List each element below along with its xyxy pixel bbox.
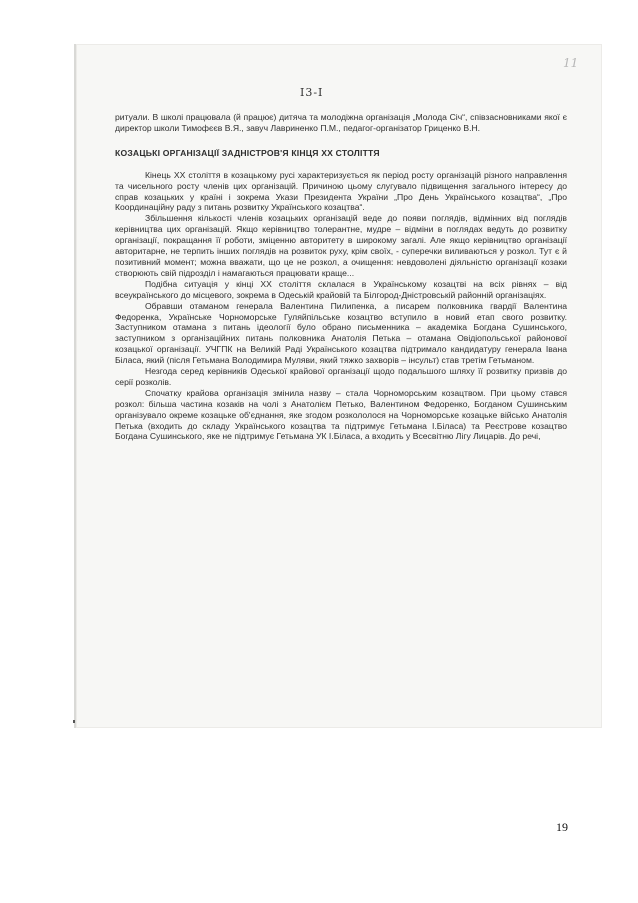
handwritten-corner-number: 11 [563,56,579,70]
paragraph: Незгода серед керівників Одеської крайової організації щодо подальшого шляху її розвитку призвів до серії розколів. [115,366,567,387]
section-heading: КОЗАЦЬКІ ОРГАНІЗАЦІЇ ЗАДНІСТРОВ'Я КІНЦЯ ХХ СТОЛІТТЯ [115,147,380,158]
paragraph-intro: ритуали. В школі працювала (й працює) дитяча та молодіжна організація „Молода Січ“, співзасновниками якої є директор школи Тимофєєв В.Я., завуч Лавриненко П.М., педагог-організатор Гриценко В.Н. [115,112,567,133]
paragraph: Збільшення кількості членів козацьких організацій веде до появи поглядів, відмінних від поглядів керівництва цих організацій. Якщо керівництво толерантне, мудре – відміни в поглядах ведуть до розвитку організації, покращання її роботи, зміценню авторитету в широкому загалі. Але якщо керівництво організації авторитарне, не терпить інших поглядів на розвиток руху, крім своїх, - суперечки виливаються у розкол. Тут є й позитивний момент; можна вважати, що це не розкол, а очищення: невдоволені діяльністю організації козаки створюють свій підрозділ і намагаються працювати краще... [115,213,567,278]
handwritten-page-note: I3-I [300,86,324,99]
scan-edge [74,44,76,728]
page-number: 19 [556,820,568,834]
scan-artifact [73,720,75,723]
paragraph: Кінець ХХ століття в козацькому русі характеризується як період росту організацій різного направлення та чисельного росту членів цих організацій. Причиною цьому слугувало підвищення загального інтересу до справ козацьких у країні і зокрема Укази Президента України „Про День Українського козацтва“, „Про Координаційну раду з питань розвитку Українського козацтва“. [115,169,567,213]
paragraph: Подібна ситуація у кінці ХХ століття склалася в Українському козацтві на всіх рівнях – від всеукраїнського до місцевого, зокрема в Одеській крайовій та Білгород-Дністровській районній організаціях. [115,278,567,300]
paragraph: Спочатку крайова організація змінила назву – стала Чорноморським козацтвом. При цьому стався розкол: більша частина козаків на чолі з Анатолієм Петько, Валентином Федоренко, Богданом Сушинським організувало окреме козацьке об'єднання, яке згодом розкололося на Чорноморське козацьке військо Анатолія Петька (входить до складу Українського козацтва та підтримує Гетьмана І.Біласа) та Реєстрове козацтво Богдана Сушинського, яке не підтримує Гетьмана УК І.Біласа, а входить у Всесвітню Лігу Лицарів. До речі, [115,387,567,442]
paragraph: Обравши отаманом генерала Валентина Пилипенка, а писарем полковника гвардії Валентина Федоренка, Українське Чорноморське Гуляйпільське козацтво вступило в новий етап свого розвитку. Заступником отамана з питань ідеології було обрано письменника – академіка Богдана Сушинського, заступником з організаційних питань полковника Анатолія Петька – отамана Овідіопольської районової козацької організації. УЧГПК на Великій Раді Українського козацтва підтримало кандидатуру генерала Івана Біласа, який (після Гетьмана Володимира Муляви, який тяжко захворів – інсульт) став третім Гетьманом. [115,300,567,366]
document-body [115,112,567,442]
